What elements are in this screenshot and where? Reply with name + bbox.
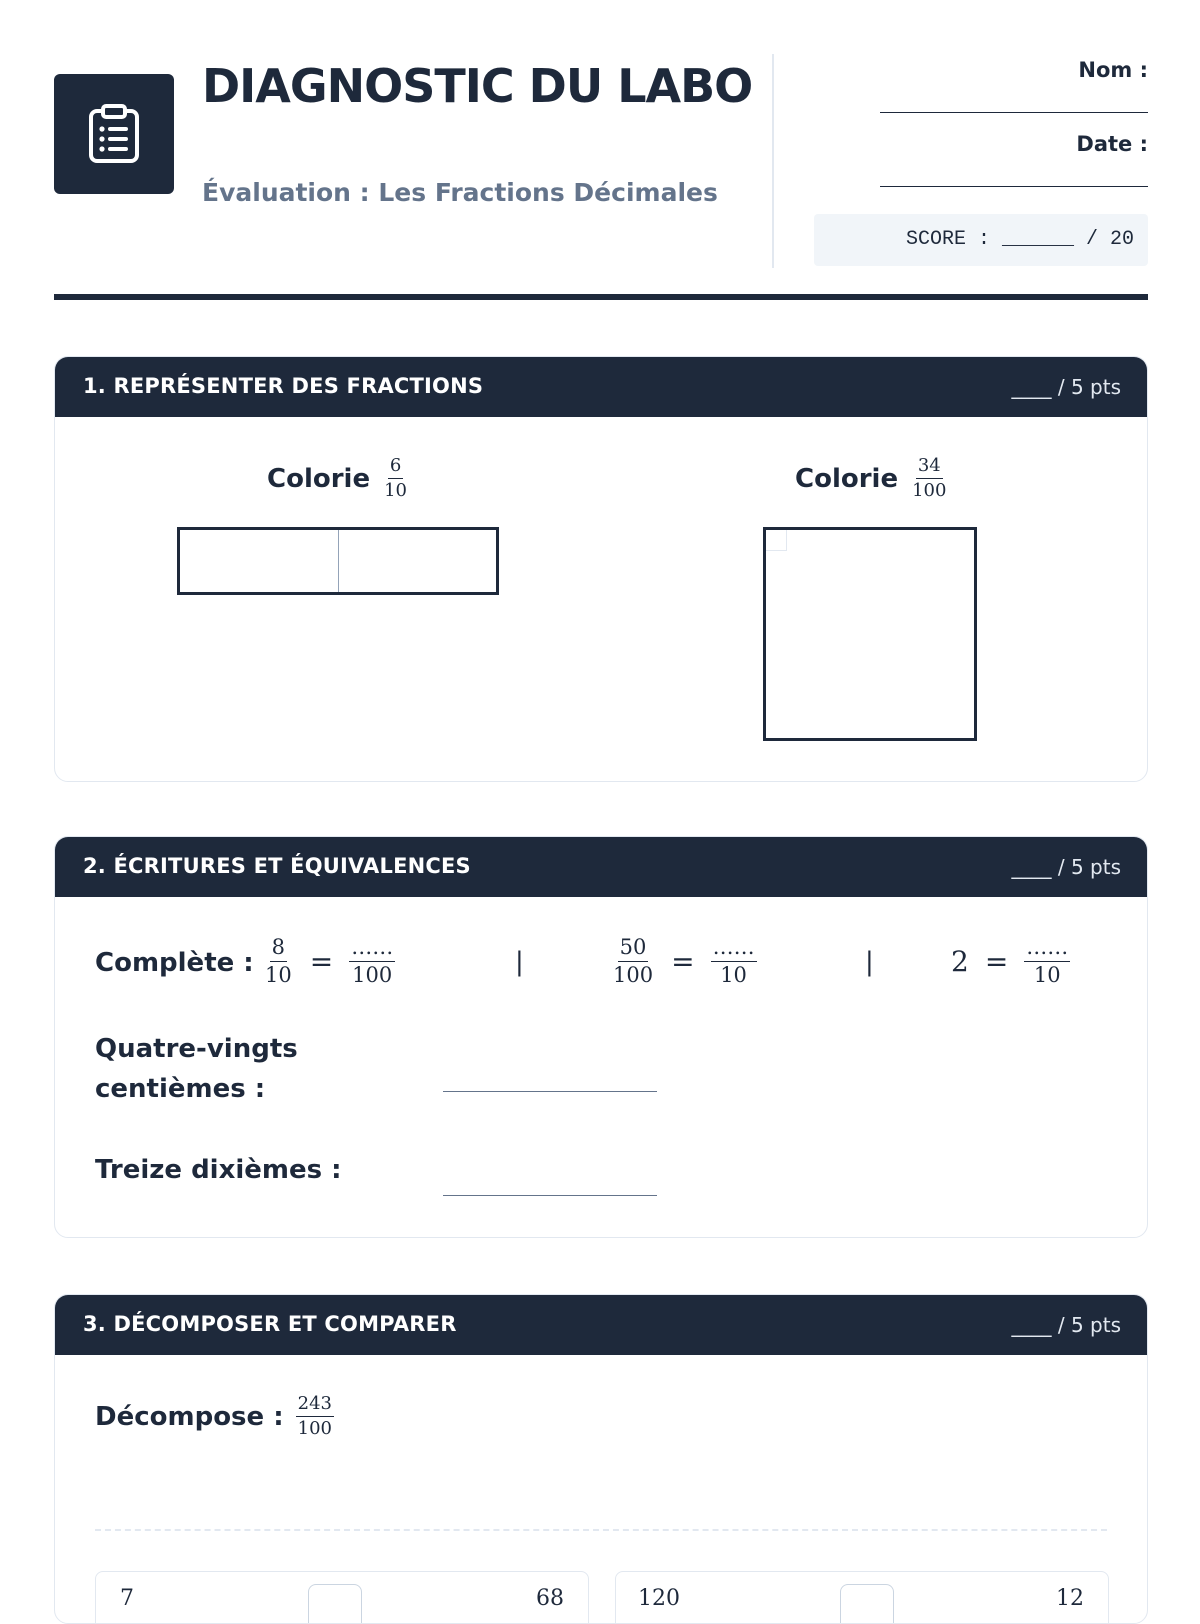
equals-sign: = [984,945,1009,978]
logo-badge [54,74,174,194]
section-points: ____ / 5 pts [1011,375,1121,399]
header-rule [54,294,1148,300]
date-label: Date : [1076,132,1148,156]
compare-answer-box[interactable] [840,1584,894,1624]
page-subtitle: Évaluation : Les Fractions Décimales [202,178,718,207]
equation-2 [611,937,757,986]
fraction [263,937,294,986]
separator: | [865,947,874,977]
denominator: 100 [613,963,654,987]
equals-sign: = [671,945,695,978]
answer-numerator[interactable]: …… [349,937,395,962]
equation-3 [951,937,1070,986]
section-equivalences [54,836,1148,1238]
answer-line-thirteen-tenths[interactable] [443,1195,657,1196]
section-header [55,837,1147,897]
section-title: 1. REPRÉSENTER DES FRACTIONS [83,374,484,398]
denominator: 10 [384,480,407,501]
section-represent [54,356,1148,782]
question-thirteen-tenths: Treize dixièmes : [95,1155,342,1185]
name-label: Nom : [1078,58,1148,82]
decompose-label: Décompose : [95,1401,284,1432]
compare-right-value: 12 [1056,1586,1084,1611]
section-header [55,357,1147,417]
answer-numerator[interactable]: …… [1024,937,1070,962]
grid-cell[interactable] [766,530,787,551]
hundredths-grid[interactable] [763,527,977,741]
date-field[interactable] [880,186,1148,187]
bar-cell[interactable] [180,530,339,592]
section-points: ____ / 5 pts [1011,855,1121,879]
numerator: 6 [388,457,403,479]
numerator: 8 [270,937,287,962]
answer-fraction[interactable] [1024,937,1070,986]
color-prompt-right [795,457,948,500]
page-title: DIAGNOSTIC DU LABO [202,59,753,113]
separator: | [515,947,524,977]
denominator: 10 [1033,963,1061,987]
compare-left-value: 7 [120,1586,134,1611]
answer-fraction[interactable] [711,937,757,986]
section-points: ____ / 5 pts [1011,1313,1121,1337]
bar-cell[interactable] [339,530,497,592]
equation-1 [263,937,395,986]
section-title: 3. DÉCOMPOSER ET COMPARER [83,1312,457,1336]
score-box [814,214,1148,266]
fraction [382,457,409,500]
compare-answer-box[interactable] [308,1584,362,1624]
whole-number: 2 [951,945,969,978]
numerator: 34 [916,457,943,479]
color-label: Colorie [795,463,899,494]
section-decompose-compare [54,1294,1148,1624]
compare-card [95,1571,589,1624]
decompose-prompt [95,1395,334,1438]
compare-left-value: 120 [638,1586,680,1611]
question-eighty-hundredths: Quatre-vingts centièmes : [95,1034,298,1104]
answer-numerator[interactable]: …… [711,937,757,962]
compare-right-value: 68 [536,1586,564,1611]
score-text: SCORE : ______ / 20 [905,228,1134,251]
denominator: 100 [297,1418,332,1439]
complete-label: Complète : [95,948,254,978]
fraction [611,937,655,986]
complete-row [95,935,1115,995]
denominator: 10 [265,963,292,987]
section-header [55,1295,1147,1355]
fraction [910,457,948,500]
answer-line-eighty-hundredths[interactable] [443,1091,657,1092]
denominator: 100 [912,480,947,501]
clipboard-icon [87,103,141,165]
fraction [296,1395,334,1438]
header-divider [772,54,774,268]
name-field[interactable] [880,112,1148,113]
equals-sign: = [309,945,334,978]
color-label: Colorie [267,463,371,494]
tenths-bar[interactable] [177,527,499,595]
denominator: 100 [352,963,393,987]
answer-fraction[interactable] [349,937,395,986]
compare-card [615,1571,1109,1624]
numerator: 243 [296,1395,334,1417]
color-prompt-left [267,457,409,500]
section-title: 2. ÉCRITURES ET ÉQUIVALENCES [83,854,471,878]
denominator: 10 [720,963,747,987]
dashed-divider [95,1529,1107,1531]
numerator: 50 [618,937,649,962]
